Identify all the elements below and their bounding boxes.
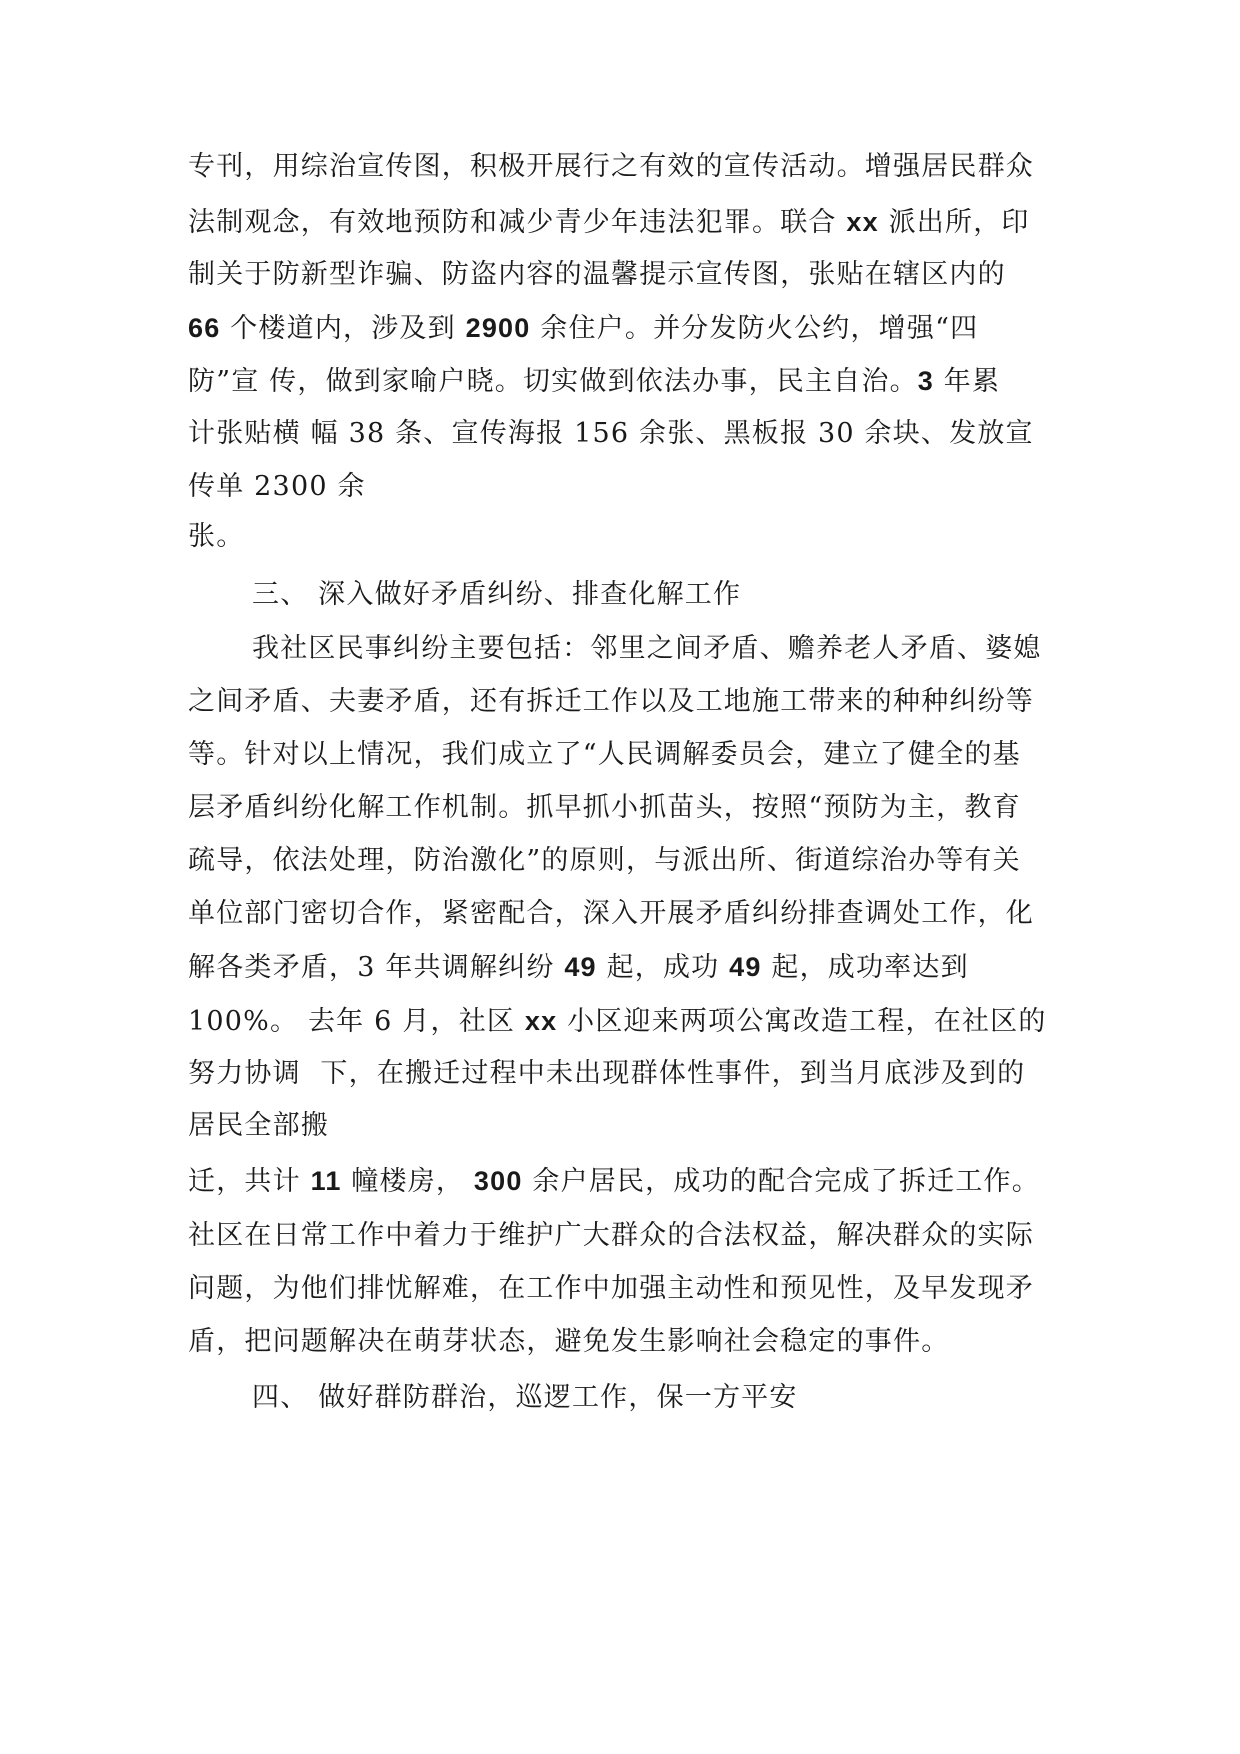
- paragraph-line: 之间矛盾、夫妻矛盾，还有拆迁工作以及工地施工带来的种种纠纷等: [188, 686, 1034, 717]
- section-heading-3: 三、 深入做好矛盾纠纷、排查化解工作: [252, 579, 742, 610]
- paragraph-line: 法制观念，有效地预防和减少青少年违法犯罪。联合 xx 派出所，印: [188, 207, 1030, 238]
- section-heading-4: 四、 做好群防群治，巡逻工作，保一方平安: [252, 1382, 798, 1413]
- paragraph-line: 66 个楼道内，涉及到 2900 余住户。并分发防火公约，增强“四: [188, 313, 979, 344]
- paragraph-line: 防”宣 传，做到家喻户晓。切实做到依法办事，民主自治。3 年累: [188, 366, 1001, 397]
- paragraph-line: 专刊，用综治宣传图，积极开展行之有效的宣传活动。增强居民群众: [188, 151, 1034, 182]
- paragraph-line: 问题，为他们排忧解难，在工作中加强主动性和预见性，及早发现矛: [188, 1273, 1034, 1304]
- paragraph-line: 层矛盾纠纷化解工作机制。抓早抓小抓苗头，按照“预防为主，教育: [188, 792, 1021, 823]
- paragraph-line: 努力协调 下，在搬迁过程中未出现群体性事件，到当月底涉及到的: [188, 1058, 1026, 1089]
- paragraph-line: 我社区民事纠纷主要包括：邻里之间矛盾、赡养老人矛盾、婆媳: [252, 633, 1042, 664]
- paragraph-line: 单位部门密切合作，紧密配合，深入开展矛盾纠纷排查调处工作，化: [188, 898, 1034, 929]
- paragraph-line: 制关于防新型诈骗、防盗内容的温馨提示宣传图，张贴在辖区内的: [188, 259, 1006, 290]
- paragraph-line: 传单 2300 余: [188, 471, 366, 502]
- paragraph-line: 居民全部搬: [188, 1110, 329, 1141]
- paragraph-line: 疏导，依法处理，防治激化”的原则，与派出所、街道综治办等有关: [188, 845, 1021, 876]
- paragraph-line: 张。: [188, 521, 245, 552]
- paragraph-line: 计张贴横 幅 38 条、宣传海报 156 余张、黑板报 30 余块、发放宣: [188, 418, 1034, 449]
- paragraph-line: 100%。 去年 6 月，社区 xx 小区迎来两项公寓改造工程，在社区的: [188, 1006, 1047, 1037]
- paragraph-line: 社区在日常工作中着力于维护广大群众的合法权益，解决群众的实际: [188, 1220, 1034, 1251]
- paragraph-line: 迁，共计 11 幢楼房， 300 余户居民，成功的配合完成了拆迁工作。: [188, 1166, 1040, 1197]
- paragraph-line: 解各类矛盾，3 年共调解纠纷 49 起，成功 49 起，成功率达到: [188, 952, 969, 983]
- paragraph-line: 盾，把问题解决在萌芽状态，避免发生影响社会稳定的事件。: [188, 1326, 950, 1357]
- paragraph-line: 等。针对以上情况，我们成立了“人民调解委员会，建立了健全的基: [188, 739, 1021, 770]
